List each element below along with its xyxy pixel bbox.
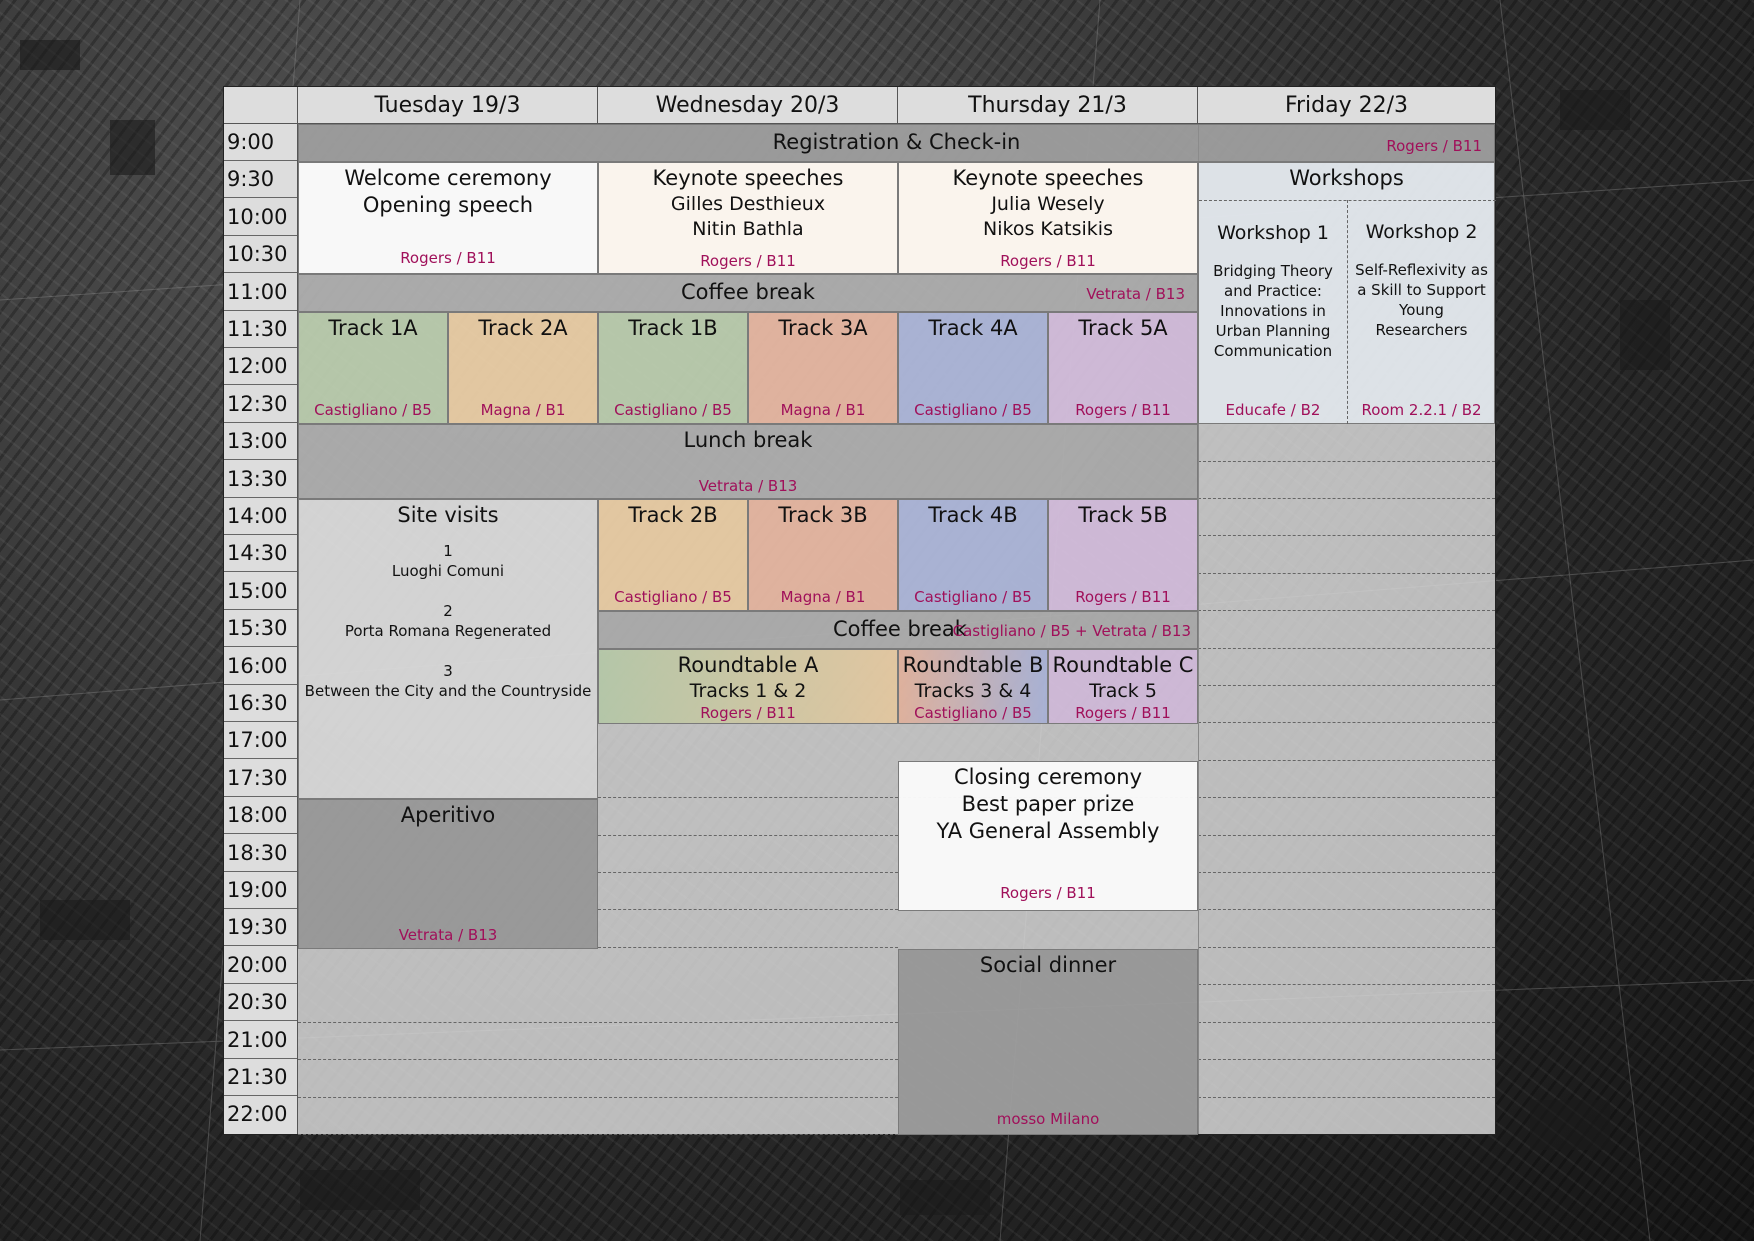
event-room: Rogers / B11 [700, 252, 796, 270]
track-5a[interactable] [1048, 312, 1198, 424]
event-title: Keynote speeches [952, 166, 1144, 190]
track-label: Track 3B [778, 503, 868, 527]
workshop-1[interactable] [1199, 200, 1347, 424]
event-subtitle: Opening speech [362, 193, 534, 217]
empty-slot-line [598, 835, 898, 836]
time-label: 12:30 [224, 386, 298, 423]
track-label: Track 5A [1078, 316, 1168, 340]
event-title: Registration & Check-in [772, 130, 1021, 154]
event-social-dinner[interactable] [898, 949, 1198, 1135]
event-room: Castigliano / B5 [614, 588, 732, 606]
empty-slot-line [1198, 947, 1495, 948]
workshop-title: Workshop 1 [1217, 222, 1329, 244]
time-label: 18:30 [224, 835, 298, 872]
site-visit-name: Luoghi Comuni [391, 562, 505, 580]
time-label: 11:00 [224, 274, 298, 311]
time-label: 15:00 [224, 573, 298, 610]
time-label: 21:30 [224, 1059, 298, 1096]
event-title: Welcome ceremony [344, 166, 552, 190]
event-subtitle: Best paper prize [961, 792, 1135, 816]
empty-slot-line [1198, 984, 1495, 985]
event-room: Rogers / B11 [1000, 252, 1096, 270]
site-visit-name: Porta Romana Regenerated [344, 622, 552, 640]
day-header-friday: Friday 22/3 [1198, 87, 1495, 124]
empty-slot-line [1198, 1097, 1495, 1098]
event-room: Educafe / B2 [1225, 401, 1321, 419]
time-label: 18:00 [224, 797, 298, 834]
empty-slot-line [1198, 909, 1495, 910]
time-label: 20:00 [224, 947, 298, 984]
event-room: Vetrata / B13 [698, 477, 798, 495]
event-room: Castigliano / B5 [914, 401, 1032, 419]
time-label: 21:00 [224, 1022, 298, 1059]
track-label: Track 1B [628, 316, 718, 340]
roundtable-b[interactable] [898, 649, 1048, 724]
time-label: 16:30 [224, 685, 298, 722]
event-room: Rogers / B11 [1386, 137, 1482, 155]
day-header-thursday: Thursday 21/3 [898, 87, 1198, 124]
event-title: Coffee break [681, 280, 815, 304]
track-label: Track 5B [1078, 503, 1168, 527]
track-label: Track 4B [928, 503, 1018, 527]
time-label: 13:30 [224, 461, 298, 498]
track-2a[interactable] [448, 312, 598, 424]
empty-slot-line [1198, 722, 1495, 723]
event-title: Aperitivo [400, 803, 496, 827]
time-label: 13:00 [224, 423, 298, 460]
empty-slot-line [1198, 535, 1495, 536]
empty-slot-line [1198, 797, 1495, 798]
empty-slot-line [1198, 573, 1495, 574]
track-1b[interactable] [598, 312, 748, 424]
event-room: Rogers / B11 [1075, 588, 1171, 606]
empty-slot-line [1198, 461, 1495, 462]
track-label: Track 3A [778, 316, 868, 340]
track-2b[interactable] [598, 499, 748, 611]
empty-slot-line [598, 797, 898, 798]
time-label: 10:00 [224, 199, 298, 236]
empty-slot-line [298, 1059, 898, 1060]
speaker-name: Gilles Desthieux [670, 193, 826, 215]
corner-cell [224, 87, 298, 124]
roundtable-tracks: Track 5 [1089, 680, 1157, 702]
empty-slot-line [1198, 1022, 1495, 1023]
event-title: Site visits [397, 503, 499, 527]
empty-slot-line [1198, 610, 1495, 611]
event-room: Magna / B1 [480, 401, 566, 419]
event-keynote-thursday[interactable] [898, 162, 1198, 274]
empty-slot-line [598, 909, 898, 910]
time-label: 11:30 [224, 311, 298, 348]
empty-slot-line [1198, 835, 1495, 836]
time-label: 17:30 [224, 760, 298, 797]
empty-slot-line [1198, 648, 1495, 649]
time-label: 15:30 [224, 610, 298, 647]
track-3a[interactable] [748, 312, 898, 424]
site-visit-name: Between the City and the Countryside [304, 682, 592, 700]
roundtable-tracks: Tracks 1 & 2 [689, 680, 807, 702]
event-workshops[interactable] [1198, 162, 1495, 424]
track-label: Track 1A [328, 316, 418, 340]
empty-slot-line [1198, 1059, 1495, 1060]
workshop-title: Workshop 2 [1365, 221, 1478, 243]
event-room: Castigliano / B5 [614, 401, 732, 419]
time-label: 12:00 [224, 348, 298, 385]
empty-slot-line [298, 1134, 898, 1135]
event-room: mosso Milano [996, 1110, 1100, 1128]
event-subtitle: YA General Assembly [936, 819, 1160, 843]
empty-slot-line [1198, 760, 1495, 761]
workshop-description: Self-Reflexivity as a Skill to Support Young Researchers [1355, 261, 1488, 339]
track-5b[interactable] [1048, 499, 1198, 611]
event-room: Magna / B1 [780, 401, 866, 419]
roundtable-tracks: Tracks 3 & 4 [914, 680, 1032, 702]
empty-slot-line [1198, 685, 1495, 686]
time-label: 19:30 [224, 909, 298, 946]
empty-slot-line [598, 872, 898, 873]
time-label: 17:00 [224, 722, 298, 759]
site-visit-number: 3 [443, 662, 453, 680]
event-title: Coffee break [833, 617, 967, 641]
time-label: 14:00 [224, 498, 298, 535]
event-title: Lunch break [683, 428, 813, 452]
empty-slot-line [1198, 498, 1495, 499]
empty-slot-line [298, 1097, 898, 1098]
event-room: Rogers / B11 [1075, 704, 1171, 722]
event-room: Castigliano / B5 [914, 704, 1032, 722]
day-header-wednesday: Wednesday 20/3 [598, 87, 898, 124]
time-label: 19:00 [224, 872, 298, 909]
track-label: Track 4A [928, 316, 1018, 340]
event-closing-ceremony[interactable] [898, 761, 1198, 911]
event-aperitivo[interactable] [298, 799, 598, 949]
schedule-grid [223, 86, 1496, 1135]
event-room: Room 2.2.1 / B2 [1361, 401, 1482, 419]
event-title: Roundtable B [902, 653, 1044, 677]
event-room: Rogers / B11 [700, 704, 796, 722]
day-header-tuesday: Tuesday 19/3 [298, 87, 598, 124]
time-column [224, 124, 298, 1134]
time-label: 22:00 [227, 1102, 288, 1127]
track-4a[interactable] [898, 312, 1048, 424]
event-title: Keynote speeches [652, 166, 844, 190]
event-room: Castigliano / B5 [914, 588, 1032, 606]
event-room: Vetrata / B13 [398, 926, 498, 944]
event-site-visits[interactable] [298, 499, 598, 799]
event-welcome-ceremony[interactable] [298, 162, 598, 274]
event-room: Rogers / B11 [1000, 884, 1096, 902]
workshop-2[interactable] [1347, 200, 1496, 424]
empty-slot-line [1198, 872, 1495, 873]
event-registration[interactable] [298, 124, 1495, 162]
event-title: Roundtable A [677, 653, 819, 677]
speaker-name: Nikos Katsikis [983, 218, 1113, 240]
time-label: 16:00 [224, 648, 298, 685]
event-title: Roundtable C [1052, 653, 1194, 677]
time-label: 10:30 [224, 236, 298, 273]
event-room: Rogers / B11 [1075, 401, 1171, 419]
workshop-description: Bridging Theory and Practice: Innovations in Urban Planning Communication [1213, 262, 1333, 360]
event-title: Closing ceremony [953, 765, 1143, 789]
time-label: 20:30 [224, 984, 298, 1021]
event-room: Vetrata / B13 [1086, 285, 1185, 303]
roundtable-a[interactable] [598, 649, 898, 724]
event-room: Rogers / B11 [400, 249, 496, 267]
event-room: Castigliano / B5 [314, 401, 432, 419]
empty-slot-line [298, 1022, 898, 1023]
event-coffee-break-morning[interactable] [298, 274, 1198, 312]
roundtable-c[interactable] [1048, 649, 1198, 724]
event-lunch-break[interactable] [298, 424, 1198, 499]
event-title: Workshops [1289, 166, 1404, 190]
track-label: Track 2B [628, 503, 718, 527]
site-visit-number: 1 [443, 542, 453, 560]
event-title: Social dinner [979, 953, 1117, 977]
site-visit-number: 2 [443, 602, 453, 620]
event-room: Castigliano / B5 + Vetrata / B13 [952, 622, 1191, 640]
time-label: 9:00 [224, 124, 298, 161]
event-keynote-wednesday[interactable] [598, 162, 898, 274]
event-coffee-break-afternoon[interactable] [598, 611, 1198, 649]
track-1a[interactable] [298, 312, 448, 424]
empty-slot-line [598, 947, 898, 948]
track-4b[interactable] [898, 499, 1048, 611]
track-label: Track 2A [478, 316, 568, 340]
track-3b[interactable] [748, 499, 898, 611]
event-room: Magna / B1 [780, 588, 866, 606]
time-label: 9:30 [224, 161, 298, 198]
speaker-name: Julia Wesely [991, 193, 1105, 215]
speaker-name: Nitin Bathla [692, 218, 804, 240]
time-label: 14:30 [224, 535, 298, 572]
